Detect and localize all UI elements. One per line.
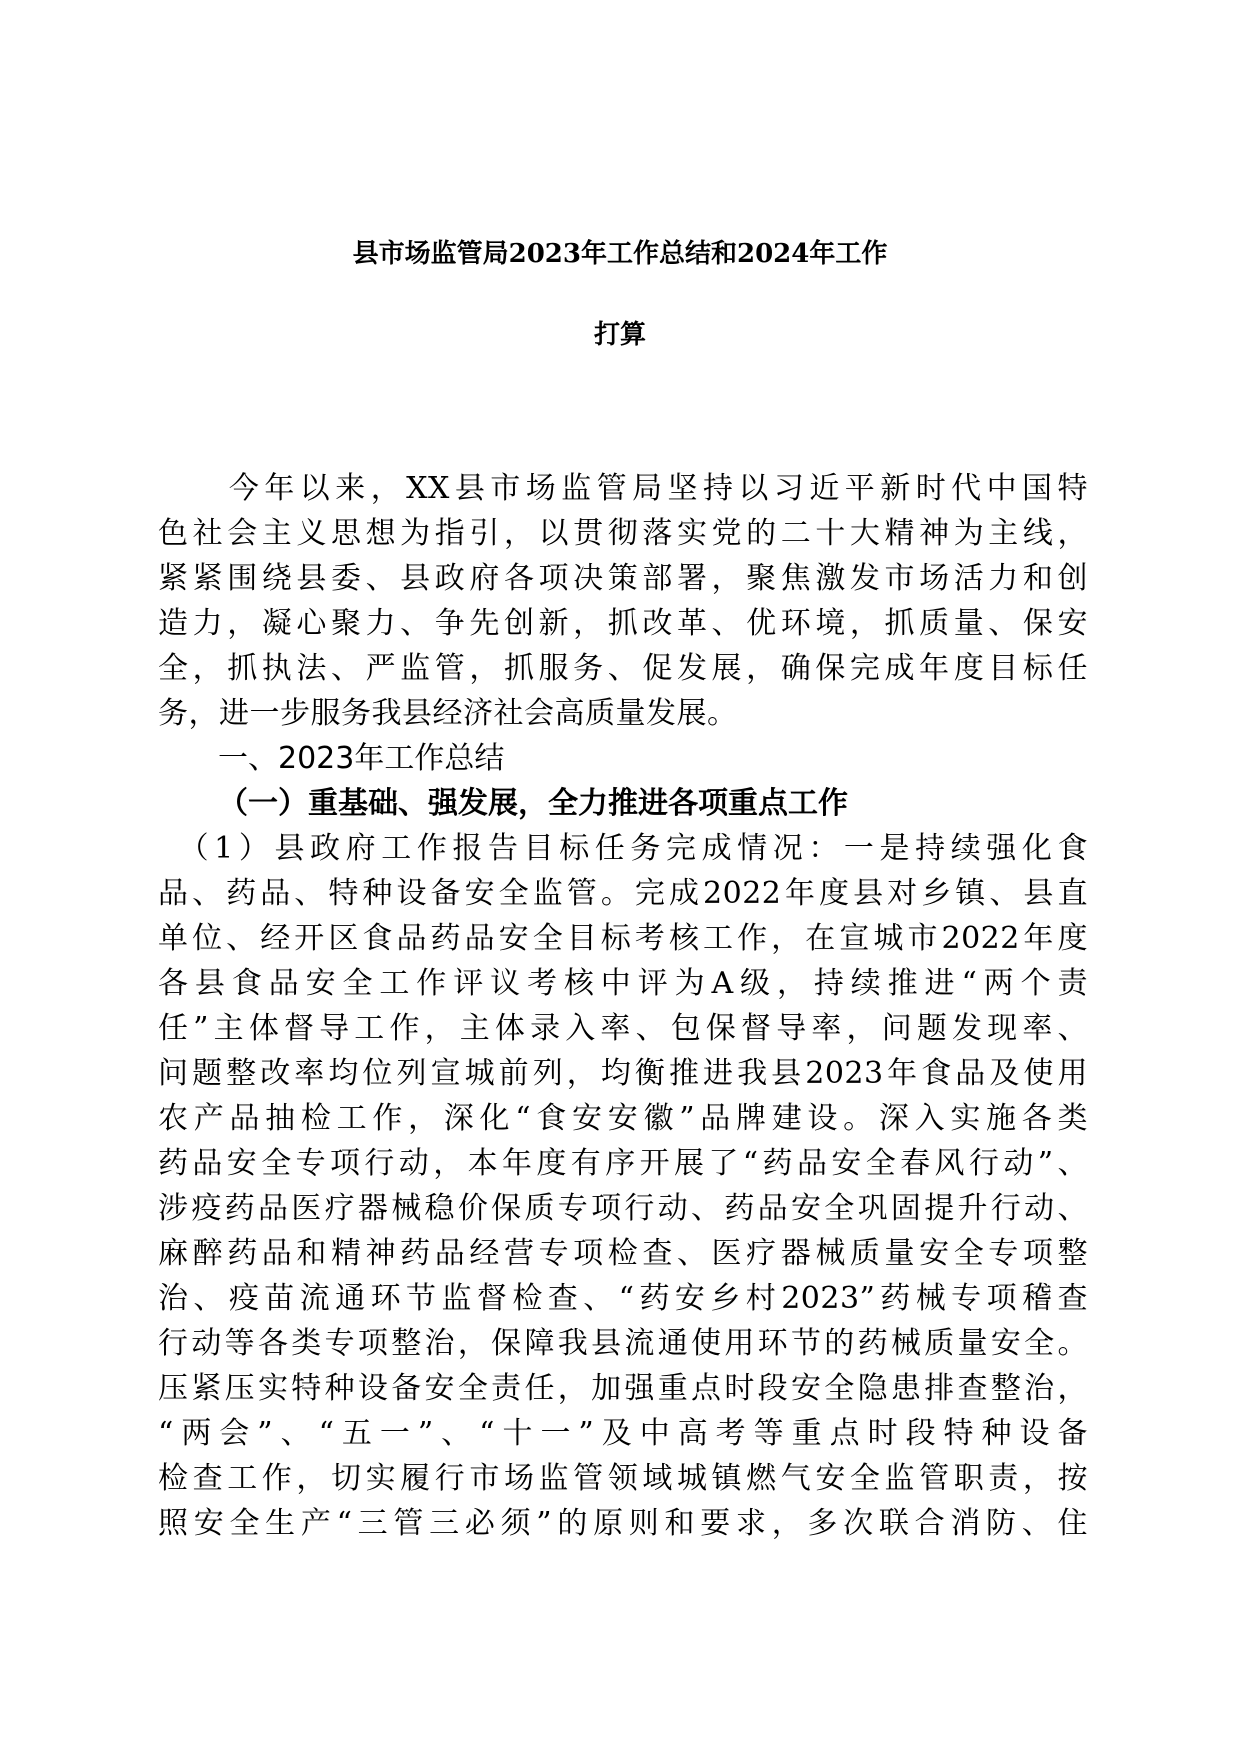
subsection-heading: （一）重基础、强发展，全力推进各项重点工作 xyxy=(218,786,848,821)
paragraph-line: 检查工作，切实履行市场监管领域城镇燃气安全监管职责，按 xyxy=(158,1461,1088,1496)
paragraph-line: 任”主体督导工作，主体录入率、包保督导率，问题发现率、 xyxy=(158,1011,1088,1046)
paragraph-line: 药品安全专项行动，本年度有序开展了“药品安全春风行动”、 xyxy=(158,1146,1088,1181)
paragraph-line: 品、药品、特种设备安全监管。完成2022年度县对乡镇、县直 xyxy=(158,876,1088,911)
intro-line: 全，抓执法、严监管，抓服务、促发展，确保完成年度目标任 xyxy=(158,651,1088,686)
paragraph-line: 照安全生产“三管三必须”的原则和要求，多次联合消防、住 xyxy=(158,1506,1088,1541)
paragraph-line: 问题整改率均位列宣城前列，均衡推进我县2023年食品及使用 xyxy=(158,1056,1088,1091)
paragraph-line: 行动等各类专项整治，保障我县流通使用环节的药械质量安全。 xyxy=(158,1326,1088,1361)
paragraph-line: 农产品抽检工作，深化“食安安徽”品牌建设。深入实施各类 xyxy=(158,1101,1088,1136)
paragraph-line: 治、疫苗流通环节监督检查、“药安乡村2023”药械专项稽查 xyxy=(158,1281,1088,1316)
document-title-line-2: 打算 xyxy=(593,320,646,350)
paragraph-line: 涉疫药品医疗器械稳价保质专项行动、药品安全巩固提升行动、 xyxy=(158,1191,1088,1226)
paragraph-line: “两会”、“五一”、“十一”及中高考等重点时段特种设备 xyxy=(158,1416,1088,1451)
paragraph-line: （1）县政府工作报告目标任务完成情况：一是持续强化食 xyxy=(158,831,1088,866)
intro-line: 造力，凝心聚力、争先创新，抓改革、优环境，抓质量、保安 xyxy=(158,606,1088,641)
intro-line: 务，进一步服务我县经济社会高质量发展。 xyxy=(158,696,738,731)
intro-line: 今年以来，XX县市场监管局坚持以习近平新时代中国特 xyxy=(158,471,1088,506)
paragraph-line: 单位、经开区食品药品安全目标考核工作，在宣城市2022年度 xyxy=(158,921,1088,956)
intro-line: 紧紧围绕县委、县政府各项决策部署，聚焦激发市场活力和创 xyxy=(158,561,1088,596)
section-heading: 一、2023年工作总结 xyxy=(218,741,505,776)
paragraph-line: 各县食品安全工作评议考核中评为A级，持续推进“两个责 xyxy=(158,966,1088,1001)
paragraph-line: 压紧压实特种设备安全责任，加强重点时段安全隐患排查整治， xyxy=(158,1371,1088,1406)
intro-line: 色社会主义思想为指引，以贯彻落实党的二十大精神为主线， xyxy=(158,516,1088,551)
paragraph-line: 麻醉药品和精神药品经营专项检查、医疗器械质量安全专项整 xyxy=(158,1236,1088,1271)
document-title-line-1: 县市场监管局2023年工作总结和2024年工作 xyxy=(352,239,888,269)
